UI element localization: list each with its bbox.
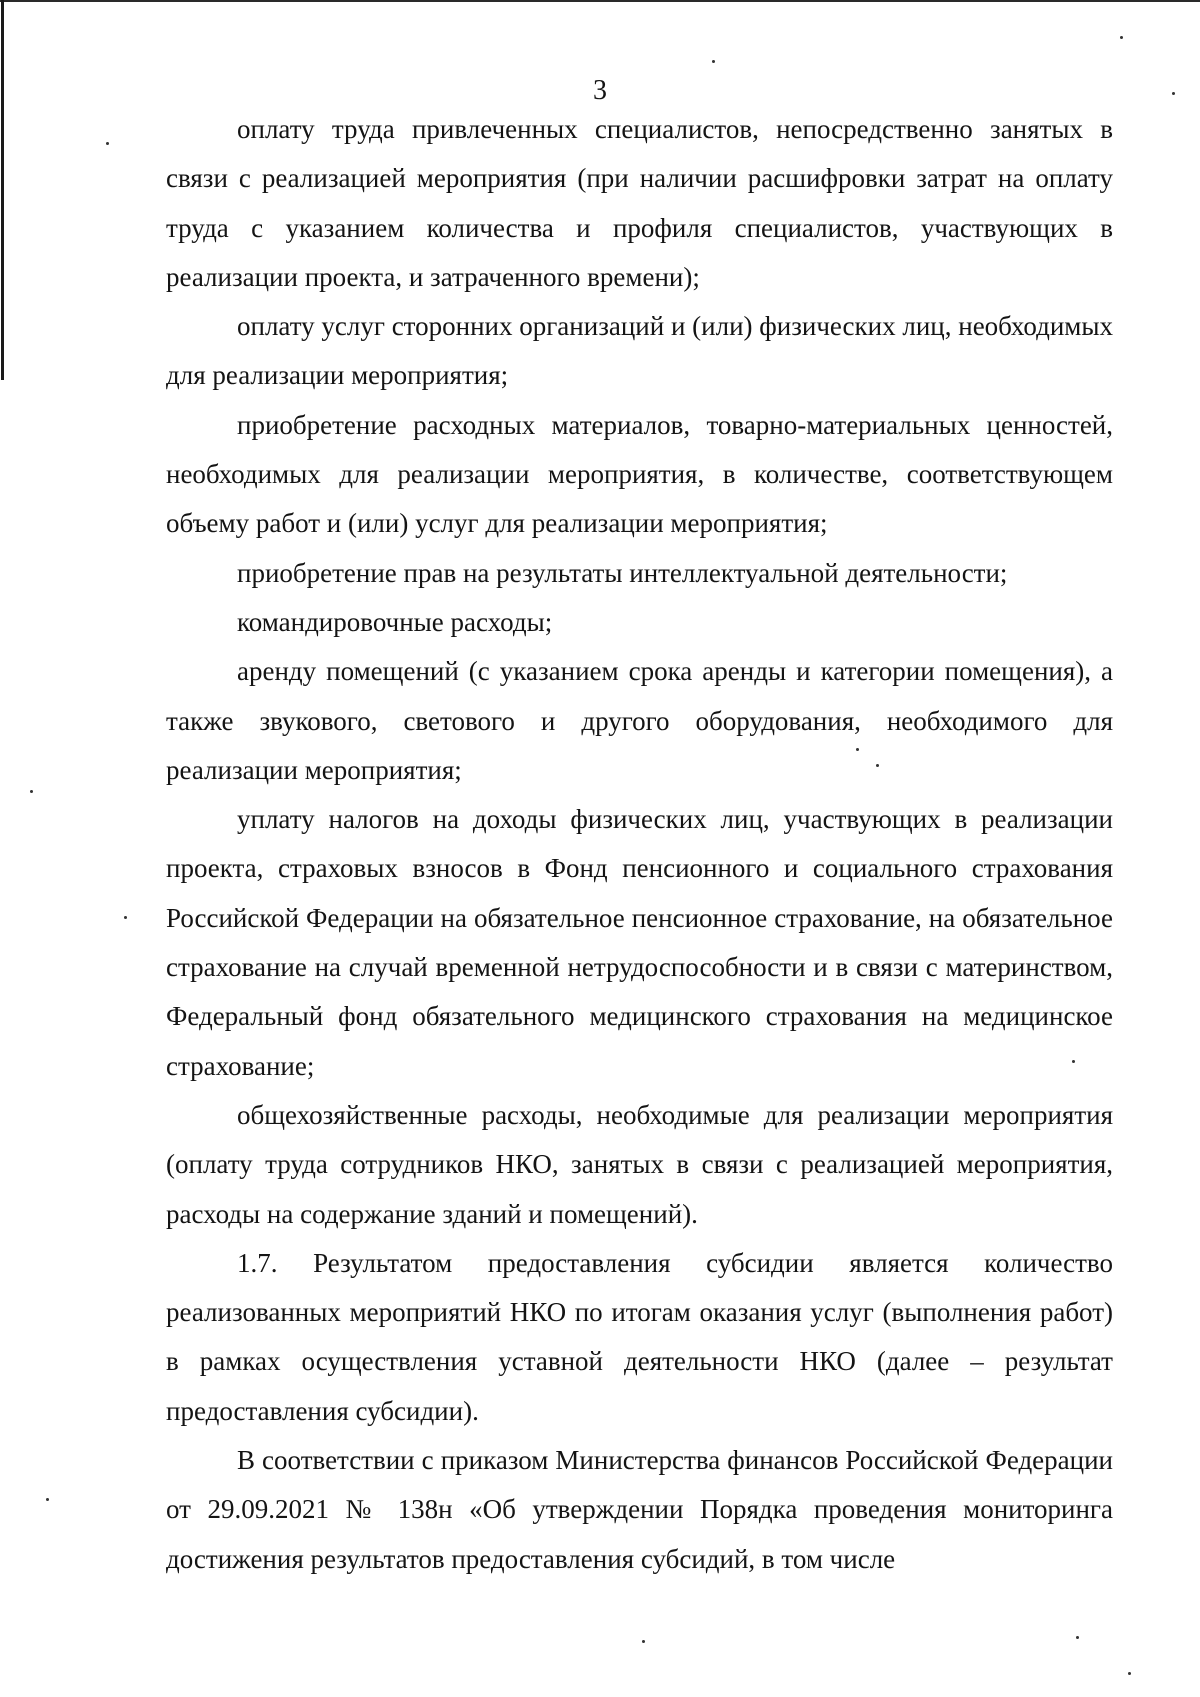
page-number: 3 bbox=[593, 75, 607, 106]
paragraph-ip-rights: приобретение прав на результаты интеллектуальной деятельности; bbox=[237, 557, 1008, 588]
paragraph-travel: командировочные расходы; bbox=[237, 606, 553, 637]
scan-speck bbox=[856, 748, 859, 751]
scan-speck bbox=[1072, 1060, 1075, 1063]
paragraph-rent: аренду помещений (с указанием срока аренды и категории помещения), а также звукового, светового и другого оборудования, необходимого для реализации мероприятия; bbox=[166, 656, 1113, 785]
scan-speck bbox=[106, 142, 109, 145]
scan-edge-top bbox=[0, 0, 1200, 2]
scan-speck bbox=[124, 916, 127, 919]
scan-speck bbox=[30, 790, 33, 793]
scan-edge-left bbox=[1, 0, 4, 380]
paragraph-result-1-7: 1.7. Результатом предоставления субсидии является количество реализованных мероприятий НКО по итогам оказания услуг (выполнения работ) в рамках осуществления уставной деятельности НКО (далее – результат предоставления субсидии). bbox=[166, 1247, 1113, 1426]
scan-speck bbox=[1076, 1636, 1079, 1639]
scan-speck bbox=[1172, 92, 1175, 95]
paragraph-minfin-order: В соответствии с приказом Министерства финансов Российской Федерации от 29.09.2021 № 138н «Об утверждении Порядка проведения мониторинга достижения результатов предоставления субсидий, в том числе bbox=[166, 1445, 1113, 1574]
paragraph-third-party-services: оплату услуг сторонних организаций и (или) физических лиц, необходимых для реализации мероприятия; bbox=[166, 311, 1113, 391]
paragraph-overhead: общехозяйственные расходы, необходимые для реализации мероприятия (оплату труда сотрудников НКО, занятых в связи с реализацией мероприятия, расходы на содержание зданий и помещений). bbox=[166, 1099, 1113, 1229]
paragraph-taxes: уплату налогов на доходы физических лиц, участвующих в реализации проекта, страховых взносов в Фонд пенсионного и социального страхования Российской Федерации на обязательное пенсионное страхование, на обязательное страхование на случай временной нетрудоспособности и в связи с материнством, Федеральный фонд обязательного медицинского страхования на медицинское страхование; bbox=[166, 804, 1113, 1081]
scan-speck bbox=[712, 60, 715, 63]
scan-speck bbox=[642, 1640, 645, 1643]
scan-speck bbox=[1128, 1672, 1131, 1675]
paragraph-materials: приобретение расходных материалов, товарно-материальных ценностей, необходимых для реализации мероприятия, в количестве, соответствующем объему работ и (или) услуг для реализации мероприятия; bbox=[166, 409, 1113, 539]
scan-speck bbox=[876, 764, 879, 767]
scan-speck bbox=[1120, 36, 1123, 39]
paragraph-labor-costs: оплату труда привлеченных специалистов, непосредственно занятых в связи с реализацией мероприятия (при наличии расшифровки затрат на оплату труда с указанием количества и профиля специалистов, участвующих в реализации проекта, и затраченного времени); bbox=[166, 114, 1113, 292]
scan-speck bbox=[46, 1498, 49, 1501]
body-text bbox=[166, 105, 1113, 1584]
